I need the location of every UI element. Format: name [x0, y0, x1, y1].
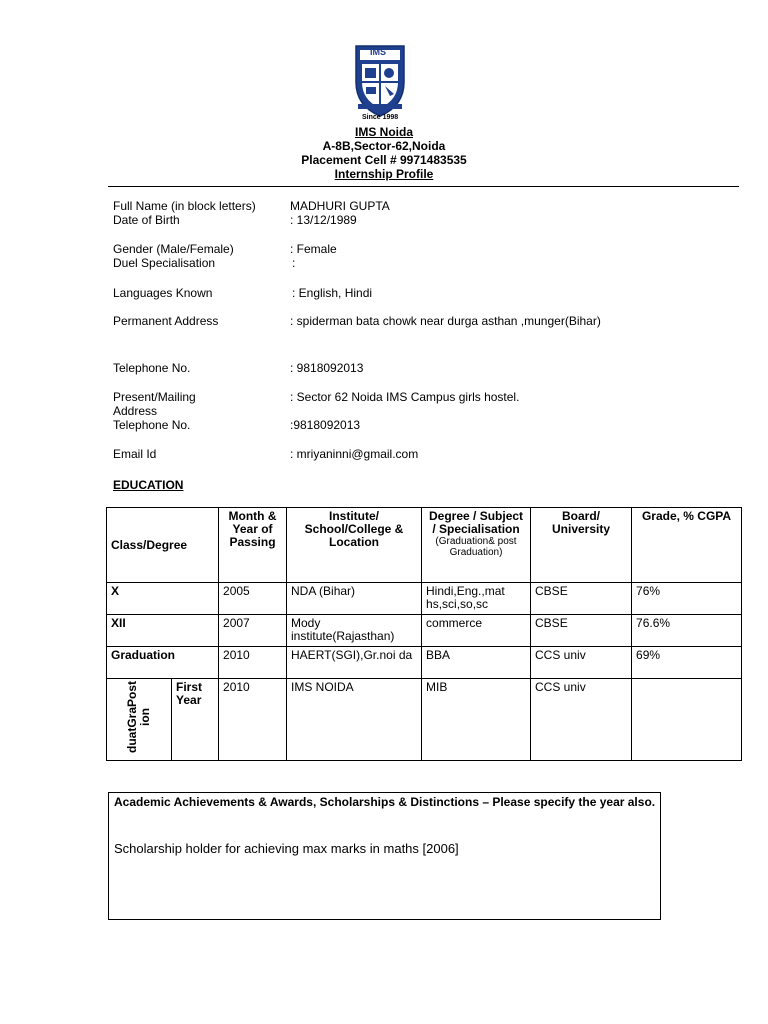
row-year: 2010 — [219, 647, 287, 679]
pg-board: CCS univ — [531, 679, 632, 761]
row-year: 2007 — [219, 615, 287, 647]
telephone2-value: :9818092013 — [290, 418, 361, 432]
achievements-text: Scholarship holder for achieving max marks in maths [2006] — [114, 841, 459, 856]
present-address-label: Present/Mailing — [113, 390, 196, 404]
specialisation-value: : — [292, 256, 296, 270]
table-row — [107, 615, 742, 647]
education-heading: EDUCATION — [113, 478, 184, 492]
achievements-title: Academic Achievements & Awards, Scholarships & Distinctions – Please specify the year also. — [114, 795, 656, 809]
dob-value: : 13/12/1989 — [290, 213, 357, 227]
logo-text: IMS — [370, 47, 387, 57]
gender-value: : Female — [290, 242, 337, 256]
page-title: Internship Profile — [334, 167, 434, 181]
row-grade: 69% — [632, 647, 742, 679]
logo-since: Since 1998 — [362, 114, 399, 121]
permanent-address-value: : spiderman bata chowk near durga asthan ,munger(Bihar) — [290, 314, 601, 328]
pg-institute: IMS NOIDA — [287, 679, 422, 761]
education-table — [106, 507, 742, 761]
row-degree: Hindi,Eng.,mat hs,sci,so,sc — [422, 583, 531, 615]
row-institute: HAERT(SGI),Gr.noi da — [287, 647, 422, 679]
permanent-address-label: Permanent Address — [113, 314, 219, 328]
pg-rotated-label-line2: ion — [138, 708, 152, 727]
row-institute: Mody institute(Rajasthan) — [287, 615, 422, 647]
achievements-box — [108, 792, 661, 920]
row-board: CBSE — [531, 615, 632, 647]
pg-sub-label: First Year — [172, 679, 219, 761]
pg-year: 2010 — [219, 679, 287, 761]
header-degree-label: Degree / Subject / Specialisation — [429, 509, 524, 536]
row-class: X — [107, 583, 219, 615]
pg-rotated-label — [126, 681, 152, 753]
languages-label: Languages Known — [113, 286, 213, 300]
full-name-label: Full Name (in block letters) — [113, 199, 256, 213]
email-value: : mriyaninni@gmail.com — [290, 447, 419, 461]
telephone2-label: Telephone No. — [113, 418, 191, 432]
pg-degree: MIB — [422, 679, 531, 761]
ims-logo — [350, 42, 410, 124]
row-board: CCS univ — [531, 647, 632, 679]
pg-rotated-label-line1: duatGraPost — [125, 680, 139, 754]
telephone-value: : 9818092013 — [290, 361, 364, 375]
email-label: Email Id — [113, 447, 157, 461]
institute-name: IMS Noida — [354, 125, 413, 139]
table-row — [107, 647, 742, 679]
header-grade: Grade, % CGPA — [632, 508, 742, 583]
header-degree — [422, 508, 531, 583]
header-divider — [108, 186, 739, 187]
row-class: Graduation — [107, 647, 219, 679]
row-grade: 76% — [632, 583, 742, 615]
telephone-label: Telephone No. — [113, 361, 191, 375]
institute-address: A-8B,Sector-62,Noida — [322, 139, 446, 153]
row-degree: commerce — [422, 615, 531, 647]
header-class-degree: Class/Degree — [107, 508, 219, 583]
dob-label: Date of Birth — [113, 213, 180, 227]
header-board: Board/ University — [531, 508, 632, 583]
row-institute: NDA (Bihar) — [287, 583, 422, 615]
table-header-row — [107, 508, 742, 583]
row-degree: BBA — [422, 647, 531, 679]
header-institute: Institute/ School/College & Location — [287, 508, 422, 583]
present-address-value: : Sector 62 Noida IMS Campus girls hostel. — [290, 390, 520, 404]
specialisation-label: Duel Specialisation — [113, 256, 216, 270]
present-address-label-2: Address — [113, 404, 158, 418]
table-row-postgraduation — [107, 679, 742, 761]
gender-label: Gender (Male/Female) — [113, 242, 234, 256]
pg-rotated-cell — [107, 679, 172, 761]
full-name-value: MADHURI GUPTA — [290, 199, 390, 213]
row-year: 2005 — [219, 583, 287, 615]
languages-value: : English, Hindi — [292, 286, 373, 300]
row-class: XII — [107, 615, 219, 647]
header-month-year: Month & Year of Passing — [219, 508, 287, 583]
placement-cell: Placement Cell # 9971483535 — [301, 153, 467, 167]
pg-grade — [632, 679, 742, 761]
header-degree-note: (Graduation& post Graduation) — [435, 536, 517, 558]
row-grade: 76.6% — [632, 615, 742, 647]
table-row — [107, 583, 742, 615]
row-board: CBSE — [531, 583, 632, 615]
